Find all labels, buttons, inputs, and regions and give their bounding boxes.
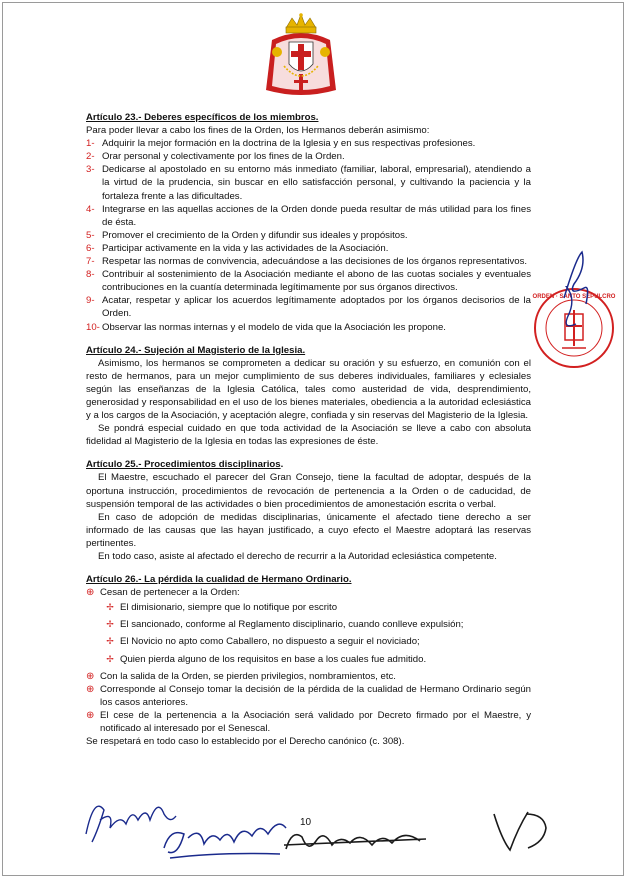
article-25-title-end: . [280,459,284,471]
list-item [86,294,531,320]
cross-bullet-icon: ✢ [106,653,114,664]
item-number: 7- [86,256,95,268]
item-text: Con la salida de la Orden, se pierden privilegios, nombramientos, etc. [100,670,396,682]
circle-plus-bullet-icon: ⊕ [86,709,95,721]
list-item [86,670,531,683]
circle-plus-bullet-icon: ⊕ [86,587,95,599]
item-number: 9- [86,295,95,307]
article-26-list [86,586,531,599]
article-24-paragraph: Asimismo, los hermanos se comprometen a dedicar su oración y su esfuerzo, en comunión con el resto de hermanos, para un mejor cumplimiento de sus deberes individuales, familiares y eclesiales según las enseñanzas de la Iglesia Católica, tales como austeridad de vida, desprendimiento, generosidad y responsabilidad en el uso de los bienes materiales, obediencia a la autoridad eclesiástica y a los cargos de la Asociación, y aceptación alegre, confiada y sin reservas del Magisterio de la Iglesia. [86,357,531,422]
list-item [86,321,531,334]
article-23 [86,111,531,334]
article-26-list [86,670,531,735]
item-number: 4- [86,203,95,215]
list-item [86,586,531,599]
item-text: El cese de la pertenencia a la Asociación será validado por Decreto firmado por el Maestre, y notificado al interesado por el Senescal. [100,709,531,735]
item-number: 3- [86,164,95,176]
article-26-closing: Se respetará en todo caso lo establecido por el Derecho canónico (c. 308). [86,736,405,748]
signature-4 [488,804,558,856]
list-item [86,709,531,735]
circle-plus-bullet-icon: ⊕ [86,670,95,682]
list-item [86,203,531,229]
article-25-paragraph: El Maestre, escuchado el parecer del Gran Consejo, tiene la facultad de adoptar, después de la oportuna instrucción, procedimientos de revocación de pertenencia a la Orden o de caducidad, de suspensión temporal de las actividades o bien procedimientos de amonestación escrita o verbal. [86,472,531,510]
item-text: El sancionado, conforme al Reglamento disciplinario, cuando conlleve expulsión; [120,619,464,631]
item-text: Dedicarse al apostolado en su entorno más inmediato (familiar, laboral, empresarial), atendiendo a la virtud de la prudencia, sin buscar en ello satisfacción personal, y cultivando la paciencia y la fortaleza frente a las dificultades. [102,164,531,202]
list-item [100,653,531,666]
item-text: Cesan de pertenecer a la Orden: [100,587,240,599]
item-text: Promover el crecimiento de la Orden y difundir sus ideales y propósitos. [102,229,408,241]
cross-bullet-icon: ✢ [106,619,114,630]
item-text: El dimisionario, siempre que lo notifique por escrito [120,602,338,614]
item-number: 5- [86,229,95,241]
item-text: Orar personal y colectivamente por los fines de la Orden. [102,151,345,163]
list-item [100,618,531,631]
article-23-title: Artículo 23.- Deberes específicos de los miembros. [86,112,319,123]
cross-bullet-icon: ✢ [106,602,114,613]
list-item [86,255,531,268]
item-text: Contribuir al sostenimiento de la Asociación mediante el abono de las cuotas sociales y eventuales contribuciones en la cuantía determinada legítimamente por sus órganos directivos. [102,269,531,294]
item-text: Corresponde al Consejo tomar la decisión de la pérdida de la cualidad de Hermano Ordinario según los casos anteriores. [100,683,531,708]
article-25-paragraph: En todo caso, asiste al afectado el derecho de recurrir a la Autoridad eclesiástica competente. [98,551,497,562]
coat-of-arms-logo [262,12,340,100]
svg-text:ORDEN · SANTO SEPULCRO: ORDEN · SANTO SEPULCRO [532,294,616,300]
list-item [100,635,531,648]
article-25-paragraph: En caso de adopción de medidas disciplinarias, únicamente el afectado tiene derecho a ser informado de las causas que las hayan justificado, a cuyo efecto el Maestre adoptará las reservas pertinentes. [86,511,531,549]
margin-signature [556,248,596,308]
article-23-duties-list [86,137,531,333]
article-25 [86,458,531,563]
item-number: 1- [86,138,95,150]
item-text: Participar activamente en la vida y las actividades de la Asociación. [102,242,389,254]
article-24-title: Artículo 24.- Sujeción al Magisterio de la Iglesia. [86,344,306,356]
list-item [86,229,531,242]
list-item [86,683,531,709]
document-body [86,111,531,758]
item-text: Integrarse en las aquellas acciones de la Orden donde pueda resultar de más utilidad para los fines de ésta. [102,203,531,228]
item-number: 2- [86,151,95,163]
signature-2 [160,808,290,864]
item-text: Respetar las normas de convivencia, adecuándose a las decisiones de los órganos representativos. [102,256,528,268]
item-number: 6- [86,242,95,254]
list-item [86,137,531,150]
item-text: El Novicio no apto como Caballero, no dispuesto a seguir el noviciado; [120,636,420,648]
list-item [86,242,531,255]
item-number: 8- [86,269,95,281]
article-23-intro: Para poder llevar a cabo los fines de la Orden, los Hermanos deberán asimismo: [86,125,430,137]
page-number: 10 [300,817,312,828]
item-text: Observar las normas internas y el modelo de vida que la Asociación les propone. [102,321,446,333]
cross-bullet-icon: ✢ [106,636,114,647]
list-item [100,601,531,614]
circle-plus-bullet-icon: ⊕ [86,683,95,695]
item-text: Adquirir la mejor formación en la doctrina de la Iglesia y en sus respectivas profesiones. [102,138,476,150]
article-24-paragraph: Se pondrá especial cuidado en que toda actividad de la Asociación se lleve a cabo con absoluta fidelidad al Magisterio de la Iglesia en todas las expresiones de éste. [86,423,531,448]
list-item [86,163,531,202]
list-item [86,268,531,294]
article-24 [86,344,531,449]
article-26-title: Artículo 26.- La pérdida la cualidad de Hermano Ordinario. [86,574,352,586]
item-text: Quien pierda alguno de los requisitos en base a los cuales fue admitido. [120,653,427,665]
list-item [86,150,531,163]
item-text: Acatar, respetar y aplicar los acuerdos legítimamente adoptados por los órganos decisorios de la Orden. [102,295,531,320]
article-26 [86,573,531,748]
article-25-title: Artículo 25.- Procedimientos disciplinarios [86,459,281,471]
item-number: 10- [86,321,100,333]
article-26-sublist [100,601,531,665]
